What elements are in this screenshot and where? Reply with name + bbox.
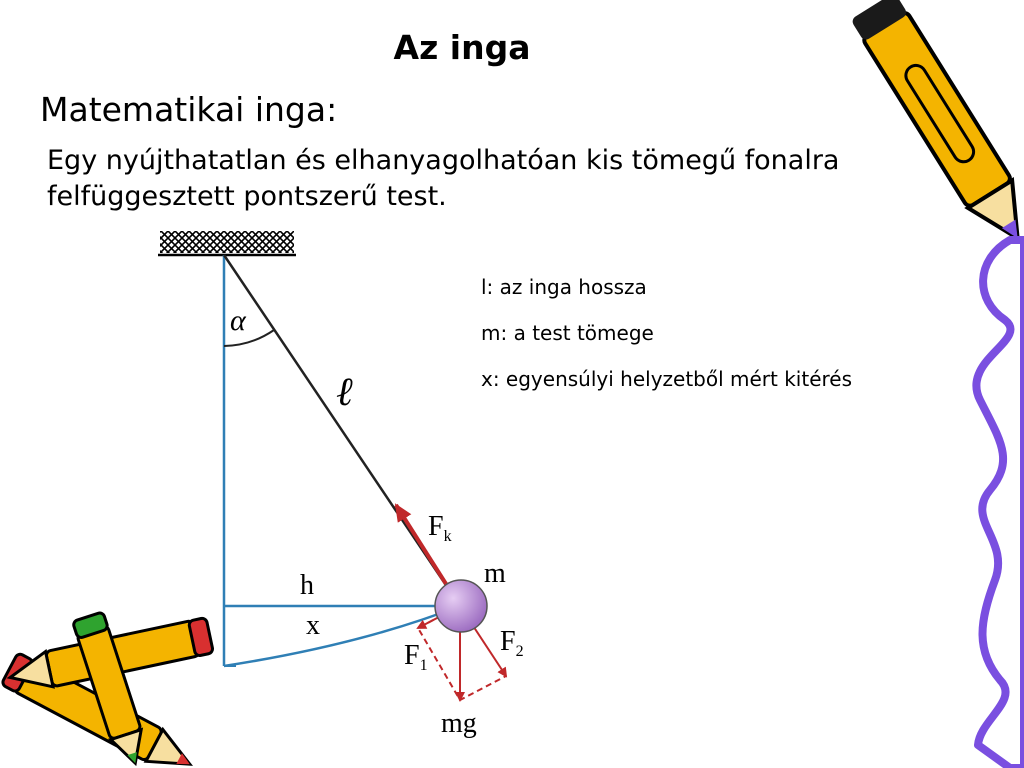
- length-label: ℓ: [336, 369, 353, 414]
- legend-item-mass: m: a test tömege: [481, 321, 654, 345]
- f2-label: $F_2$: [500, 626, 524, 660]
- x-label: x: [306, 610, 320, 641]
- slide-subtitle: Matematikai inga:: [40, 90, 338, 129]
- mass-label: m: [484, 558, 506, 589]
- f1-label: $F_1$: [404, 640, 428, 674]
- weight-label: mg: [441, 708, 477, 739]
- legend-item-displacement: x: egyensúlyi helyzetből mért kitérés: [481, 367, 853, 391]
- slide-description: Egy nyújthatatlan és elhanyagolhatóan kis tömegű fonalra felfüggesztett pontszerű test.: [47, 145, 840, 213]
- h-label: h: [300, 570, 314, 601]
- slide-title: Az inga: [393, 28, 531, 67]
- angle-label: α: [230, 304, 246, 337]
- legend-item-length: l: az inga hossza: [481, 275, 647, 299]
- tension-label: $F_k$: [428, 511, 452, 545]
